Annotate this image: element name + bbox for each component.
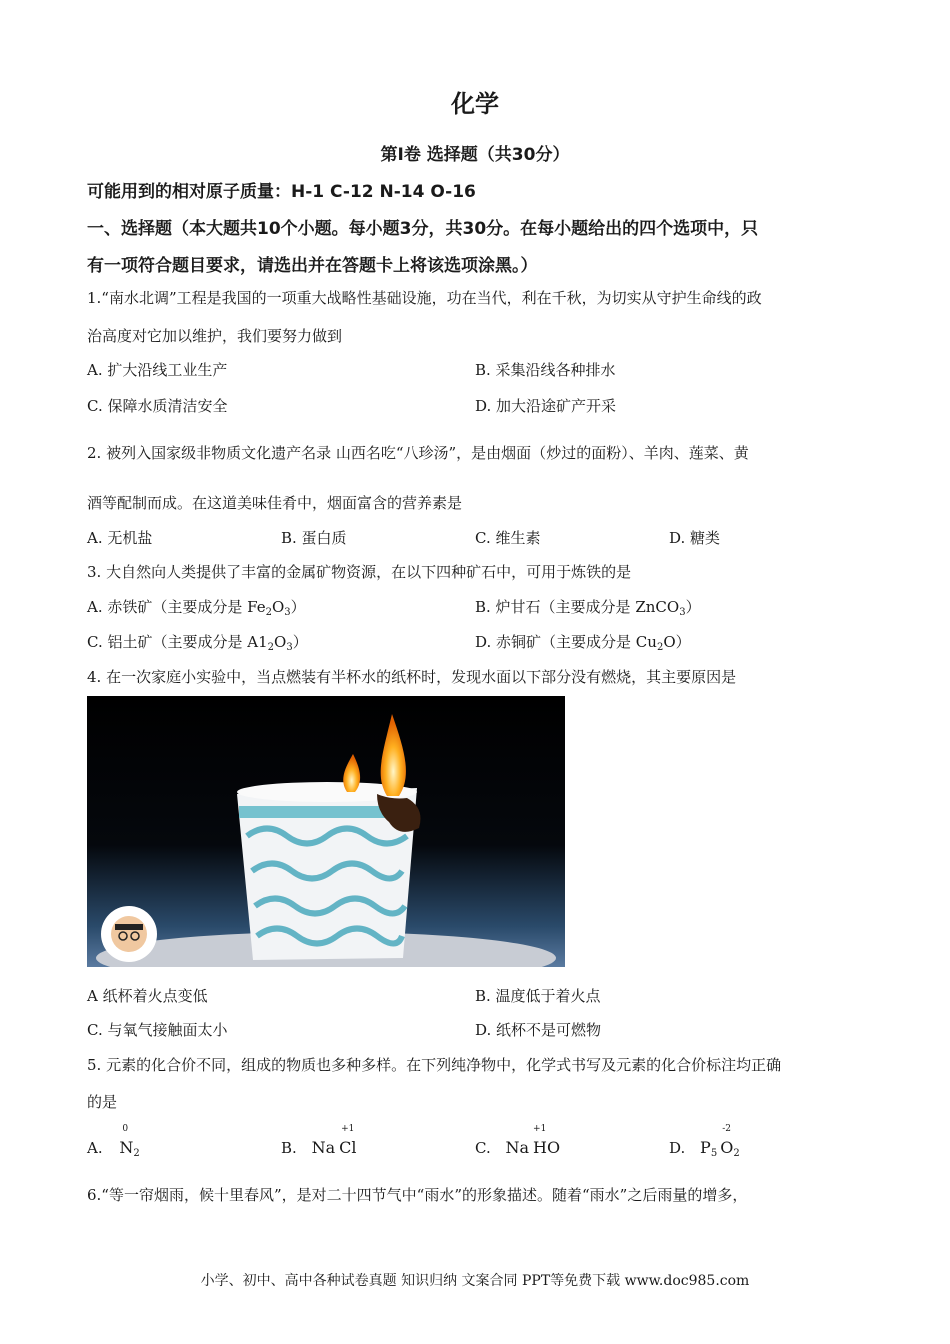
page-footer: 小学、初中、高中各种试卷真题 知识归纳 文案合同 PPT等免费下载 www.doc985.com <box>200 1273 750 1289</box>
q1-option-a: A. 扩大沿线工业生产 <box>87 361 228 379</box>
section-heading: 第Ⅰ卷 选择题（共30分） <box>380 145 570 165</box>
q5-stem-line-1: 5. 元素的化合价不同，组成的物质也多种多样。在下列纯净物中，化学式书写及元素的化合价标注均正确 <box>87 1056 782 1074</box>
instructions-line-1: 一、选择题（本大题共10个小题。每小题3分，共30分。在每小题给出的四个选项中，只 <box>87 219 759 239</box>
page-title: 化学 <box>451 90 499 118</box>
q3-stem: 3. 大自然向人类提供了丰富的金属矿物资源，在以下四种矿石中，可用于炼铁的是 <box>87 563 632 581</box>
q3-option-c: C. 铝土矿（主要成分是 $A1_2O_3$） <box>87 633 308 653</box>
q5-stem-line-2: 的是 <box>87 1093 118 1111</box>
q5-option-c: C. Na +1 HO <box>475 1124 561 1157</box>
q5-option-b: B. Na +1 Cl <box>281 1124 357 1157</box>
q2-option-a: A. 无机盐 <box>87 529 153 547</box>
q4-option-b: B. 温度低于着火点 <box>475 987 601 1005</box>
q3-option-a: A. 赤铁矿（主要成分是 $Fe_2O_3$） <box>87 598 306 618</box>
q2-stem-line-1: 2. 被列入国家级非物质文化遗产名录 山西名吃“八珍汤”，是由烟面（炒过的面粉）、羊肉、莲菜、黄 <box>87 444 749 462</box>
q4-option-c: C. 与氧气接触面太小 <box>87 1021 228 1039</box>
q3-option-d: D. 赤铜矿（主要成分是 $Cu_2O$） <box>475 633 691 653</box>
q1-stem-line-1: 1.“南水北调”工程是我国的一项重大战略性基础设施，功在当代，利在千秋，为切实从守护生命线的政 <box>87 289 762 307</box>
q2-option-d: D. 糖类 <box>669 529 721 547</box>
atomic-masses: 可能用到的相对原子质量：H-1 C-12 N-14 O-16 <box>87 182 476 202</box>
q2-stem-line-2: 酒等配制而成。在这道美味佳肴中，烟面富含的营养素是 <box>87 494 463 512</box>
q2-option-b: B. 蛋白质 <box>281 529 347 547</box>
q2-option-c: C. 维生素 <box>475 529 541 547</box>
instructions-line-2: 有一项符合题目要求，请选出并在答题卡上将该选项涂黑。） <box>87 256 538 276</box>
q3-option-b: B. 炉甘石（主要成分是 ZnCO$_3$） <box>475 598 701 618</box>
burning-paper-cup-photo <box>87 696 565 967</box>
q5-option-d: D. $P_5$ -2 $O_2$ <box>669 1124 740 1159</box>
q1-option-d: D. 加大沿途矿产开采 <box>475 397 617 415</box>
q6-stem-line-1: 6.“等一帘烟雨，候十里春风”，是对二十四节气中“雨水”的形象描述。随着“雨水”之后雨量的增多， <box>87 1186 748 1204</box>
q1-option-c: C. 保障水质清洁安全 <box>87 397 228 415</box>
q5-option-a: A. 0 $N_2$ <box>87 1124 140 1159</box>
q4-option-d: D. 纸杯不是可燃物 <box>475 1021 602 1039</box>
q1-stem-line-2: 治高度对它加以维护，我们要努力做到 <box>87 327 343 345</box>
q4-stem: 4. 在一次家庭小实验中，当点燃装有半杯水的纸杯时，发现水面以下部分没有燃烧，其主要原因是 <box>87 668 737 686</box>
q4-option-a: A 纸杯着火点变低 <box>87 987 208 1005</box>
q1-option-b: B. 采集沿线各种排水 <box>475 361 616 379</box>
